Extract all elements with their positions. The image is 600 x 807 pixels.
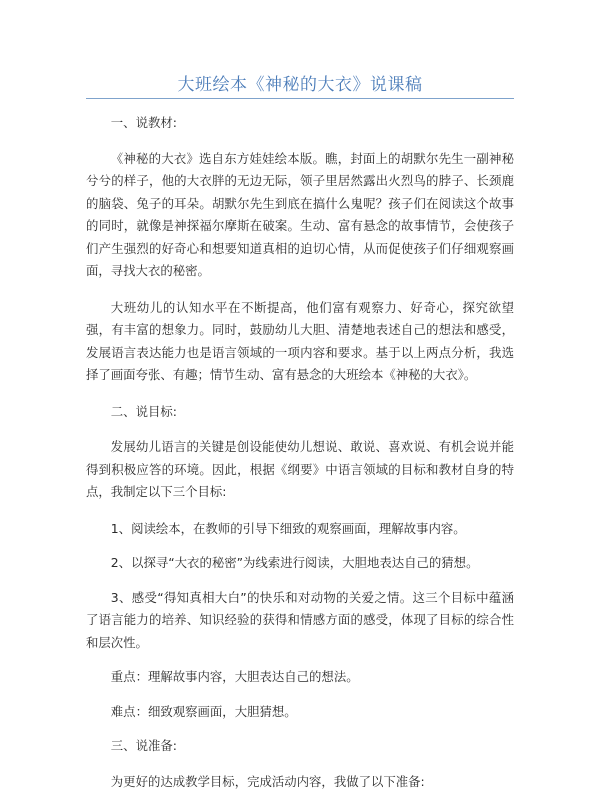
document-title: 大班绘本《神秘的大衣》说课稿 [177, 75, 423, 95]
section-heading-goals: 二、说目标: [110, 403, 177, 419]
title-divider [86, 98, 514, 99]
difficult-point: 难点：细致观察画面，大胆猜想。 [110, 703, 297, 719]
paragraph: 大班幼儿的认知水平在不断提高，他们富有观察力、好奇心，探究欲望强，有丰富的想象力。同时，鼓励幼儿大胆、清楚地表述自己的想法和感受，发展语言表达能力也是语言领域的一项内容和要求。基于以上两点分析，我选择了画面夸张、有趣；情节生动、富有悬念的大班绘本《神秘的大衣》。 [86, 299, 514, 382]
goal-item: 3、感受“得知真相大白”的快乐和对动物的关爱之情。这三个目标中蕴涵了语言能力的培养、知识经验的获得和情感方面的感受，体现了目标的综合性和层次性。 [86, 589, 514, 650]
key-point: 重点：理解故事内容，大胆表达自己的想法。 [110, 669, 359, 684]
paragraph: 发展幼儿语言的关键是创设能使幼儿想说、敢说、喜欢说、有机会说并能得到积极应答的环境。因此，根据《纲要》中语言领域的目标和教材自身的特点，我制定以下三个目标: [86, 439, 514, 499]
section-heading-preparation: 三、说准备: [110, 738, 177, 753]
goal-item: 2、以探寻“大衣的秘密”为线索进行阅读，大胆地表达自己的猜想。 [110, 555, 479, 570]
document-body [86, 112, 514, 807]
paragraph: 为更好的达成教学目标，完成活动内容，我做了以下准备: [110, 773, 425, 789]
section-heading-textbook: 一、说教材: [110, 115, 177, 130]
paragraph: 《神秘的大衣》选自东方娃娃绘本版。瞧，封面上的胡默尔先生一副神秘兮兮的样子，他的大衣胖的无边无际，领子里居然露出火烈鸟的脖子、长颈鹿的脑袋、兔子的耳朵。胡默尔先生到底在搞什么鬼呢？孩子们在阅读这个故事的同时，就像是神探福尔摩斯在破案。生动、富有悬念的故事情节，会使孩子们产生强烈的好奇心和想要知道真相的迫切心情，从而促使孩子们仔细观察画面，寻找大衣的秘密。 [86, 150, 514, 278]
goal-item: 1、阅读绘本，在教师的引导下细致的观察画面，理解故事内容。 [110, 520, 466, 536]
